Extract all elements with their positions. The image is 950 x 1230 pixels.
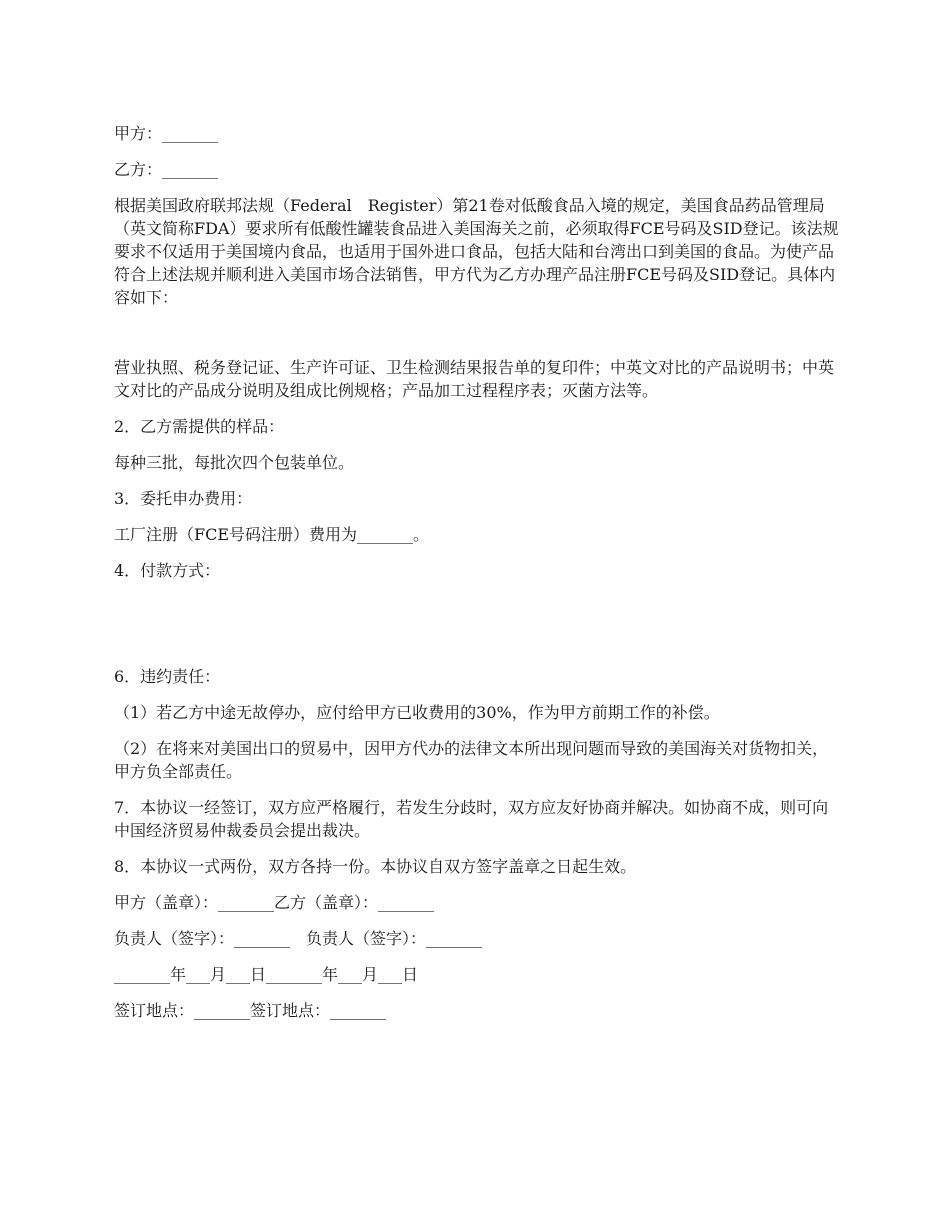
section-2-body: 每种三批，每批次四个包装单位。 xyxy=(114,453,355,472)
section-6-item-2: （2）在将来对美国出口的贸易中，因甲方代办的法律文本所出现问题而导致的美国海关对货物扣关，甲方负全部责任。 xyxy=(114,739,829,781)
signing-place-line: 签订地点：_______签订地点：_______ xyxy=(114,1001,387,1020)
signer-line: 负责人（签字）：_______ 负责人（签字）：_______ xyxy=(114,929,483,948)
seal-line: 甲方（盖章）：_______乙方（盖章）：_______ xyxy=(114,893,435,912)
document-body xyxy=(114,122,840,1035)
section-4-title: 4．付款方式： xyxy=(114,561,221,580)
section-6-title: 6．违约责任： xyxy=(114,667,221,686)
section-6-item-1: （1）若乙方中途无故停办，应付给甲方已收费用的30%，作为甲方前期工作的补偿。 xyxy=(114,703,720,722)
date-line: _______年___月___日_______年___月___日 xyxy=(114,965,419,984)
section-3-title: 3．委托申办费用： xyxy=(114,489,253,508)
section-3-body: 工厂注册（FCE号码注册）费用为_______。 xyxy=(114,525,430,544)
party-a-line: 甲方：_______ xyxy=(114,124,219,143)
section-2-title: 2．乙方需提供的样品： xyxy=(114,417,285,436)
section-7-paragraph: 7．本协议一经签订，双方应严格履行，若发生分歧时，双方应友好协商并解决。如协商不成，则可向中国经济贸易仲裁委员会提出裁决。 xyxy=(114,798,829,840)
party-b-line: 乙方：_______ xyxy=(114,160,219,179)
required-documents-paragraph: 营业执照、税务登记证、生产许可证、卫生检测结果报告单的复印件；中英文对比的产品说明书；中英文对比的产品成分说明及组成比例规格；产品加工过程程序表；灭菌方法等。 xyxy=(114,358,835,400)
section-8-paragraph: 8．本协议一式两份，双方各持一份。本协议自双方签字盖章之日起生效。 xyxy=(114,857,637,876)
intro-paragraph: 根据美国政府联邦法规（Federal Register）第21卷对低酸食品入境的规定，美国食品药品管理局（英文简称FDA）要求所有低酸性罐装食品进入美国海关之前，必须取得FCE号码及SID登记。该法规要求不仅适用于美国境内食品，也适用于国外进口食品，包括大陆和台湾出口到美国的食品。为使产品符合上述法规并顺利进入美国市场合法销售，甲方代为乙方办理产品注册FCE号码及SID登记。具体内容如下： xyxy=(114,196,839,307)
